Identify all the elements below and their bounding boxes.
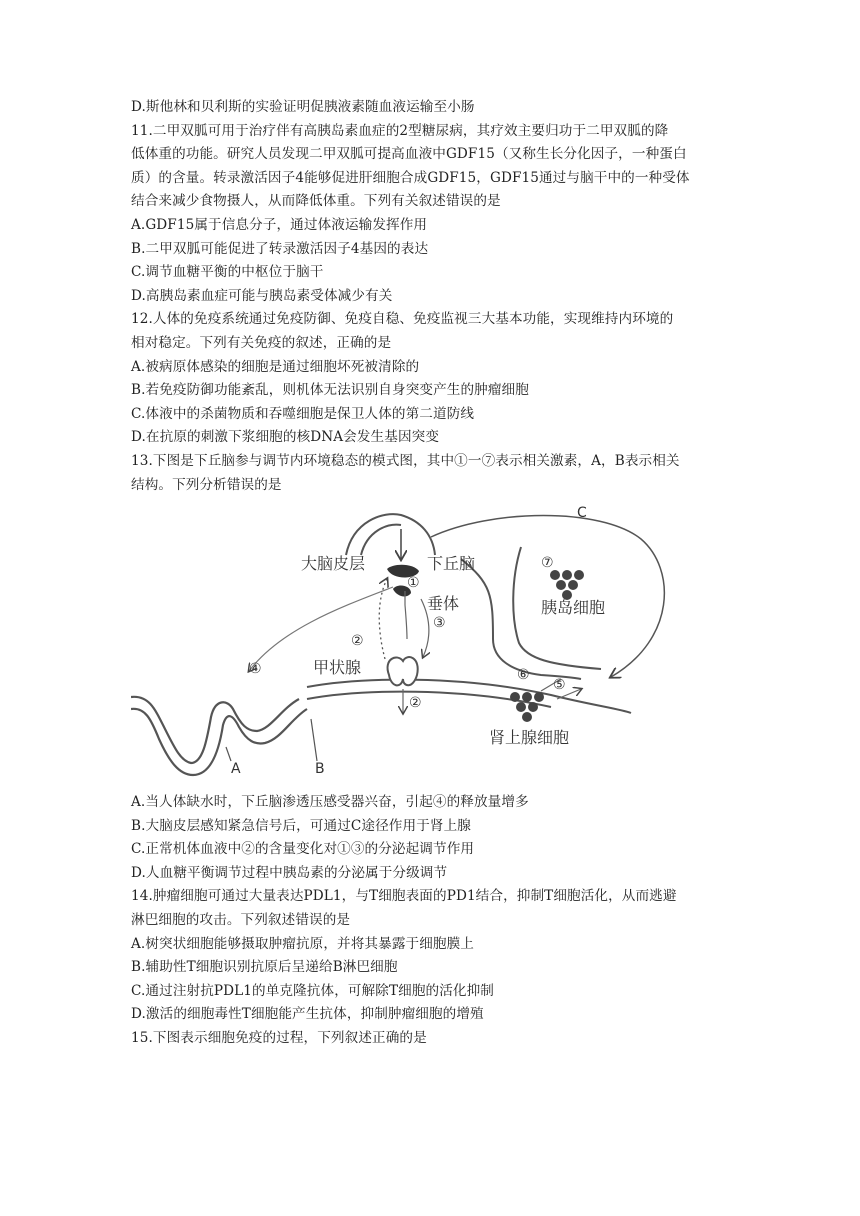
text-line: C.体液中的杀菌物质和吞噬细胞是保卫人体的第二道防线 bbox=[131, 405, 475, 422]
text-line: C.通过注射抗PDL1的单克隆抗体，可解除T细胞的活化抑制 bbox=[131, 982, 494, 999]
text-line: D.人血糖平衡调节过程中胰岛素的分泌属于分级调节 bbox=[131, 864, 448, 881]
text-line: A.树突状细胞能够摄取肿瘤抗原，并将其暴露于细胞膜上 bbox=[131, 935, 474, 952]
label-hormone-4: ④ bbox=[249, 661, 262, 678]
text-line: A.当人体缺水时，下丘脑渗透压感受器兴奋，引起④的释放量增多 bbox=[131, 794, 529, 811]
text-line: B.若免疫防御功能紊乱，则机体无法识别自身突变产生的肿瘤细胞 bbox=[131, 382, 529, 399]
text-line: 结合来减少食物摄人，从而降低体重。下列有关叙述错误的是 bbox=[131, 193, 501, 210]
text-line: A.被病原体感染的细胞是通过细胞坏死被清除的 bbox=[131, 358, 420, 375]
text-line: C.正常机体血液中②的含量变化对①③的分泌起调节作用 bbox=[131, 841, 475, 858]
diagram-drawing bbox=[131, 499, 731, 787]
text-line: 15.下图表示细胞免疫的过程，下列叙述正确的是 bbox=[131, 1030, 427, 1047]
hypothalamus-regulation-diagram bbox=[131, 499, 731, 787]
label-pituitary: 垂体 bbox=[427, 594, 460, 614]
text-line: A.GDF15属于信息分子，通过体液运输发挥作用 bbox=[131, 216, 428, 233]
label-hormone-1: ① bbox=[407, 575, 420, 592]
text-line: 12.人体的免疫系统通过免疫防御、免疫自稳、免疫监视三大基本功能，实现维持内环境的 bbox=[131, 311, 674, 328]
label-hormone-5: ⑤ bbox=[553, 677, 566, 694]
text-line: D.在抗原的刺激下浆细胞的核DNA会发生基因突变 bbox=[131, 429, 440, 446]
text-line: 淋巴细胞的攻击。下列叙述错误的是 bbox=[131, 912, 351, 929]
text-line: B.大脑皮层感知紧急信号后，可通过C途径作用于肾上腺 bbox=[131, 817, 471, 834]
text-line: D.激活的细胞毒性T细胞能产生抗体，抑制肿瘤细胞的增殖 bbox=[131, 1006, 484, 1023]
label-islet-cells: 胰岛细胞 bbox=[541, 598, 606, 618]
label-hormone-3: ③ bbox=[433, 615, 446, 632]
text-line: 相对稳定。下列有关免疫的叙述，正确的是 bbox=[131, 334, 392, 351]
exam-page bbox=[131, 96, 731, 1051]
text-line: 13.下图是下丘脑参与调节内环境稳态的模式图，其中①一⑦表示相关激素，A，B表示相关 bbox=[131, 452, 680, 469]
text-line: 低体重的功能。研究人员发现二甲双胍可提高血液中GDF15（又称生长分化因子，一种蛋白 bbox=[131, 146, 687, 163]
text-line: 质）的含量。转录激活因子4能够促进肝细胞合成GDF15，GDF15通过与脑干中的一种受体 bbox=[131, 169, 690, 186]
text-line: B.二甲双胍可能促进了转录激活因子4基因的表达 bbox=[131, 240, 429, 257]
label-structure-b: B bbox=[315, 761, 325, 778]
text-line: 14.肿瘤细胞可通过大量表达PDL1，与T细胞表面的PD1结合，抑制T细胞活化，从而逃避 bbox=[131, 888, 677, 905]
question-text-block-bottom bbox=[131, 791, 731, 1051]
label-hormone-6: ⑥ bbox=[517, 667, 530, 684]
text-line: 结构。下列分析错误的是 bbox=[131, 476, 282, 493]
text-line: D.斯他林和贝利斯的实验证明促胰液素随血液运输至小肠 bbox=[131, 99, 475, 115]
label-hormone-2b: ② bbox=[409, 695, 422, 712]
label-hormone-7: ⑦ bbox=[541, 555, 554, 572]
label-hormone-2a: ② bbox=[351, 633, 364, 650]
question-text-block-top bbox=[131, 96, 731, 497]
text-line: B.辅助性T细胞识别抗原后呈递给B淋巴细胞 bbox=[131, 959, 398, 976]
label-cerebral-cortex: 大脑皮层 bbox=[301, 554, 366, 574]
text-line: D.高胰岛素血症可能与胰岛素受体减少有关 bbox=[131, 287, 393, 304]
label-pathway-c: C bbox=[577, 505, 587, 522]
label-hypothalamus: 下丘脑 bbox=[427, 554, 476, 574]
label-thyroid: 甲状腺 bbox=[313, 658, 362, 678]
text-line: C.调节血糖平衡的中枢位于脑干 bbox=[131, 264, 324, 281]
label-adrenal-cells: 肾上腺细胞 bbox=[489, 728, 570, 748]
text-line: 11.二甲双胍可用于治疗伴有高胰岛素血症的2型糖尿病，其疗效主要归功于二甲双胍的降 bbox=[131, 122, 669, 139]
label-structure-a: A bbox=[231, 761, 241, 778]
